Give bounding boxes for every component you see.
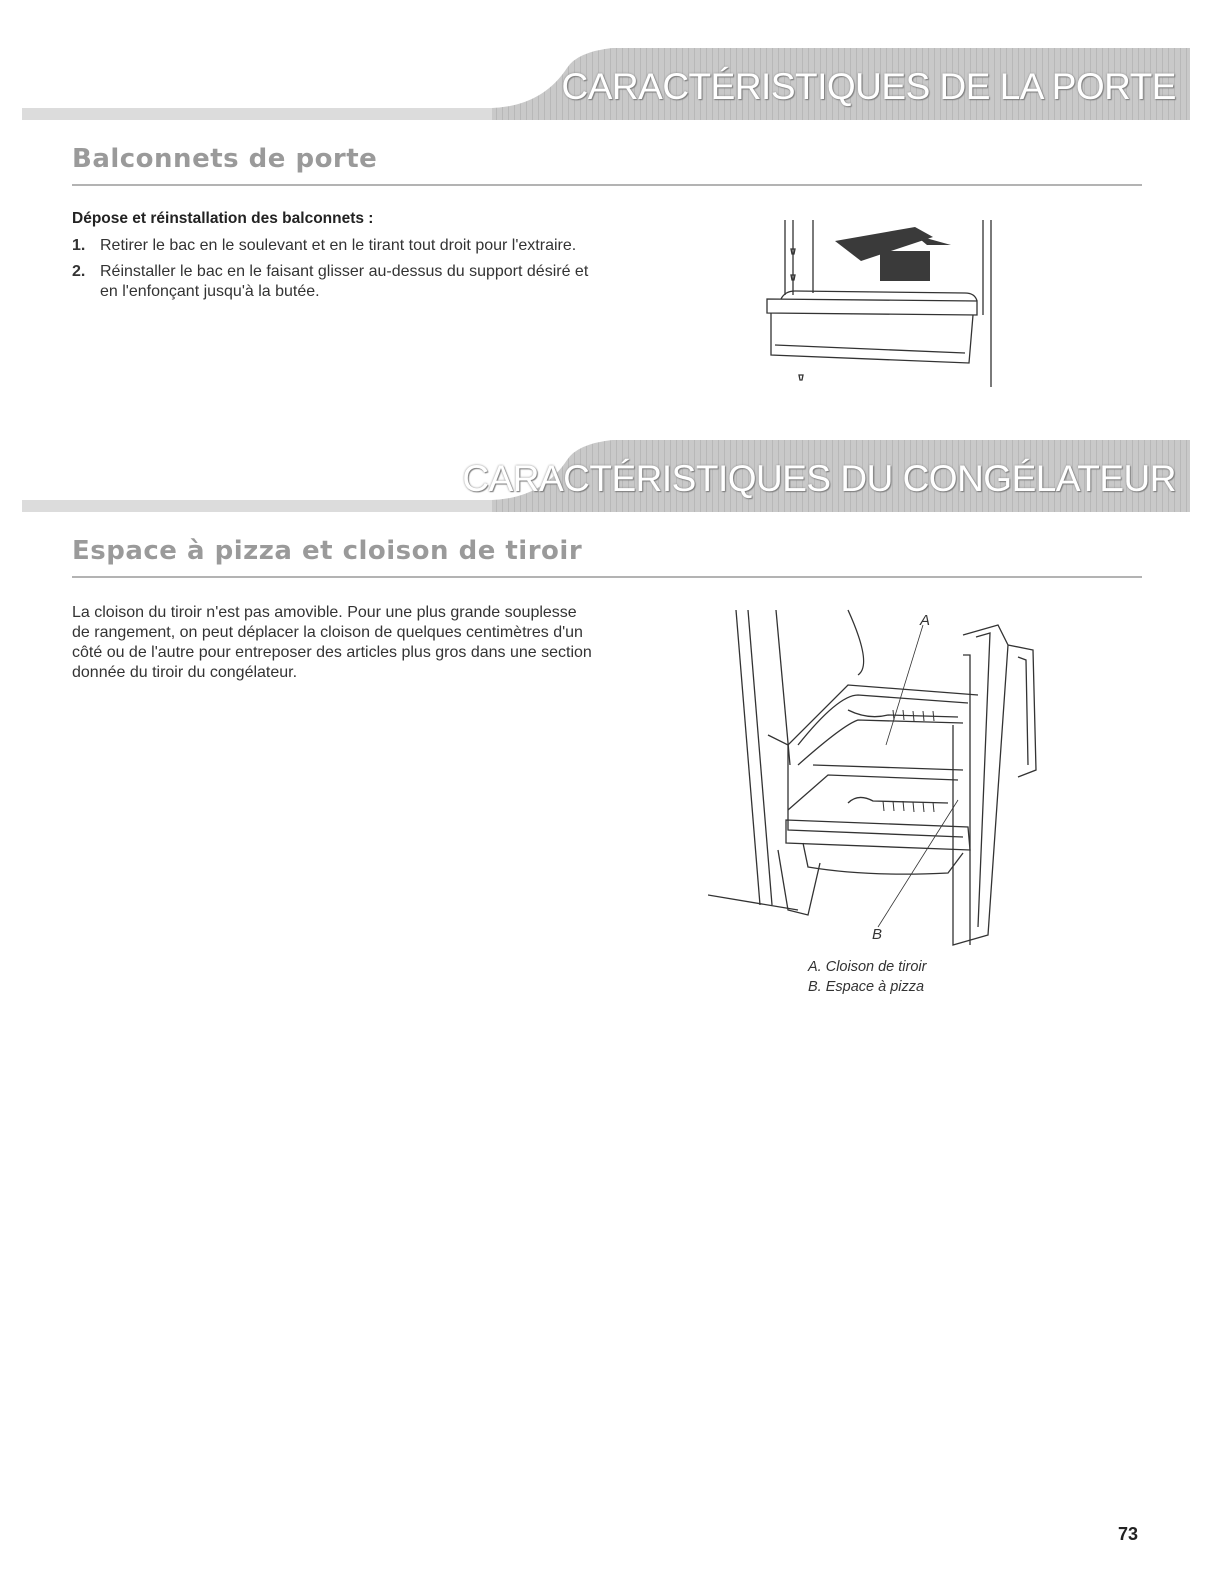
caption-line: B. Espace à pizza bbox=[808, 979, 925, 995]
section-divider bbox=[72, 184, 1142, 186]
subheading: Dépose et réinstallation des balconnets : bbox=[72, 210, 374, 227]
section-header-band bbox=[22, 440, 1190, 512]
step-number: 2. bbox=[72, 263, 86, 280]
section-divider bbox=[72, 576, 1142, 578]
figure-caption bbox=[808, 957, 926, 997]
list-item bbox=[72, 262, 592, 302]
callout-label-a: A bbox=[920, 612, 931, 629]
freezer-drawer-illustration bbox=[708, 605, 1053, 950]
list-item bbox=[72, 236, 592, 256]
step-text: Retirer le bac en le soulevant et en le tirant tout droit pour l'extraire. bbox=[100, 237, 577, 254]
step-number: 1. bbox=[72, 237, 86, 254]
band-title: CARACTÉRISTIQUES DE LA PORTE bbox=[561, 66, 1176, 107]
band-title: CARACTÉRISTIQUES DU CONGÉLATEUR bbox=[462, 458, 1176, 499]
section-title: Balconnets de porte bbox=[72, 144, 378, 174]
section-title: Espace à pizza et cloison de tiroir bbox=[72, 536, 583, 566]
step-text: Réinstaller le bac en le faisant glisser au-dessus du support désiré et en l'enfonçant jusqu'à la butée. bbox=[100, 263, 589, 300]
door-bin-illustration bbox=[755, 215, 1005, 390]
steps-list bbox=[72, 236, 592, 308]
section-header-band bbox=[22, 48, 1190, 120]
page-number: 73 bbox=[1118, 1524, 1139, 1544]
callout-label-b: B bbox=[872, 926, 883, 943]
caption-line: A. Cloison de tiroir bbox=[808, 959, 927, 975]
body-paragraph: La cloison du tiroir n'est pas amovible. Pour une plus grande souplesse de rangement, on peut déplacer la cloison de quelques centimètres d'un côté ou de l'autre pour entreposer des articles plus gros dans une section donnée du tiroir du congélateur. bbox=[72, 604, 592, 681]
